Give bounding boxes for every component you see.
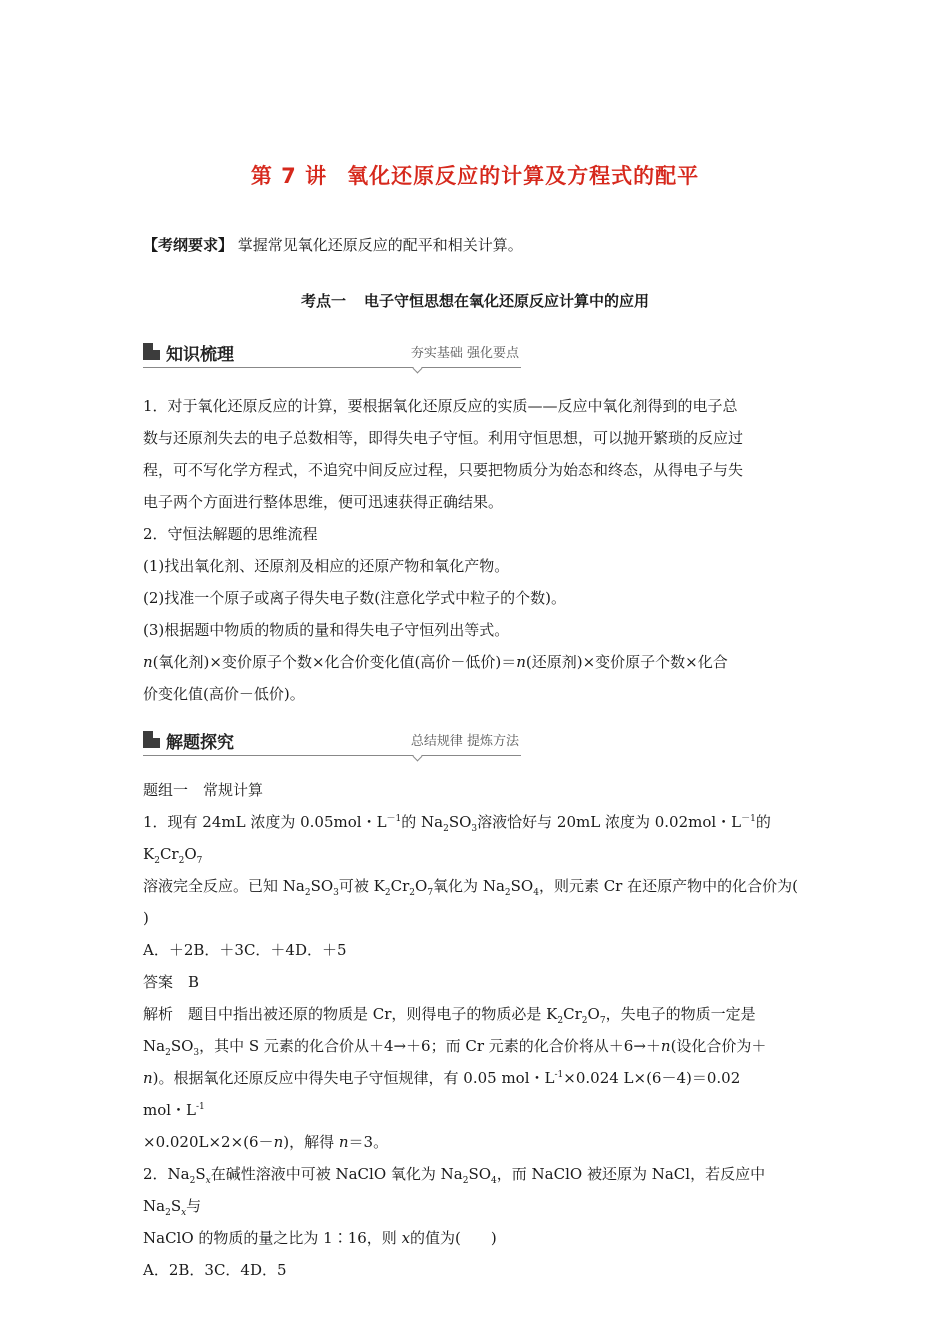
knowledge-step2: (2)找准一个原子或离子得失电子数(注意化学式中粒子的个数)。 (143, 589, 566, 607)
knowledge-step3: (3)根据题中物质的物质的量和得失电子守恒列出等式。 (143, 621, 510, 639)
analysis-line4: mol・$L^{-1}$ (143, 1101, 205, 1119)
section-subtitle: 总结规律 提炼方法 (410, 734, 519, 749)
kaodian-heading (0, 290, 950, 311)
knowledge-p2: 2．守恒法解题的思维流程 (143, 525, 318, 543)
requirement-text: 掌握常见氧化还原反应的配平和相关计算。 (237, 236, 523, 254)
knowledge-p1-line4: 电子两个方面进行整体思维，便可迅速获得正确结果。 (143, 493, 504, 511)
section-square-icon (143, 343, 160, 360)
section-notch (413, 364, 423, 374)
q1-options: A．＋2B．＋3C．＋4D．＋5 (143, 941, 347, 959)
explore-body (143, 774, 811, 1286)
page-title (0, 160, 950, 190)
exam-requirement (143, 234, 523, 255)
analysis-line2: $Na_2SO_3$，其中 S 元素的化合价从＋4→＋6；而 Cr 元素的化合价将从＋6→＋n(设化合价为＋ (143, 1037, 767, 1058)
lecture-number: 第 7 讲 (250, 164, 328, 188)
kaodian-text: 电子守恒思想在氧化还原反应计算中的应用 (364, 292, 650, 310)
q1-answer: 答案 B (143, 973, 200, 991)
kaodian-label: 考点一 (300, 292, 346, 310)
q2-options: A．2B．3C．4D．5 (143, 1261, 287, 1279)
knowledge-step1: (1)找出氧化剂、还原剂及相应的还原产物和氧化产物。 (143, 557, 510, 575)
section-square-icon (143, 731, 160, 748)
requirement-tag: 【考纲要求】 (143, 236, 234, 254)
knowledge-body (143, 390, 811, 710)
q2-line1: 2．$Na_2S_x$在碱性溶液中可被 NaClO 氧化为 $Na_2SO_4$，而 NaClO 被还原为 NaCl，若反应中 $Na_2S_x$与 (143, 1165, 766, 1218)
q1-line3: ) (143, 909, 149, 927)
analysis-line1: 解析 题目中指出被还原的物质是 Cr，则得电子的物质必是 $K_2Cr_2O_7$，失电子的物质一定是 (143, 1005, 756, 1026)
analysis-line5: ×0.020L×2×(6－n)，解得 n＝3。 (143, 1133, 389, 1151)
knowledge-formula-line1: n(氧化剂)×变价原子个数×化合价变化值(高价－低价)＝n(还原剂)×变价原子个数×化合 (143, 653, 728, 671)
lecture-topic: 氧化还原反应的计算及方程式的配平 (347, 164, 700, 188)
q1-line1: 1．现有 24mL 浓度为 0.05mol・$L^{-1}$的 $Na_2SO_3$溶液恰好与 20mL 浓度为 0.02mol・$L^{-1}$的 $K_2Cr_2O_7$ (143, 813, 771, 866)
knowledge-formula-line2: 价变化值(高价－低价)。 (143, 685, 305, 703)
q2-line2: NaClO 的物质的量之比为 1∶16，则 x的值为( ) (143, 1229, 497, 1247)
q1-line2: 溶液完全反应。已知 $Na_2SO_3$可被 $K_2Cr_2O_7$氧化为 $Na_2SO_4$，则元素 Cr 在还原产物中的化合价为( (143, 877, 798, 898)
knowledge-p1-line1: 1．对于氧化还原反应的计算，要根据氧化还原反应的实质——反应中氧化剂得到的电子总 (143, 397, 738, 415)
section-header-explore (143, 728, 521, 752)
knowledge-p1-line2: 数与还原剂失去的电子总数相等，即得失电子守恒。利用守恒思想，可以抛开繁琐的反应过 (143, 429, 744, 447)
knowledge-p1-line3: 程，可不写化学方程式，不追究中间反应过程，只要把物质分为始态和终态，从得电子与失 (143, 461, 744, 479)
section-header-knowledge (143, 340, 521, 364)
section-notch (413, 752, 423, 762)
analysis-line3: n)。根据氧化还原反应中得失电子守恒规律，有 0.05 mol・$L^{-1}\times 0.024$ L×(6－4)＝0.02 (143, 1069, 741, 1087)
group-title: 题组一 常规计算 (143, 781, 264, 799)
section-subtitle: 夯实基础 强化要点 (410, 346, 519, 361)
section-label: 知识梳理 (166, 345, 234, 365)
section-label: 解题探究 (166, 733, 234, 753)
section-underline (143, 367, 521, 368)
section-underline (143, 755, 521, 756)
